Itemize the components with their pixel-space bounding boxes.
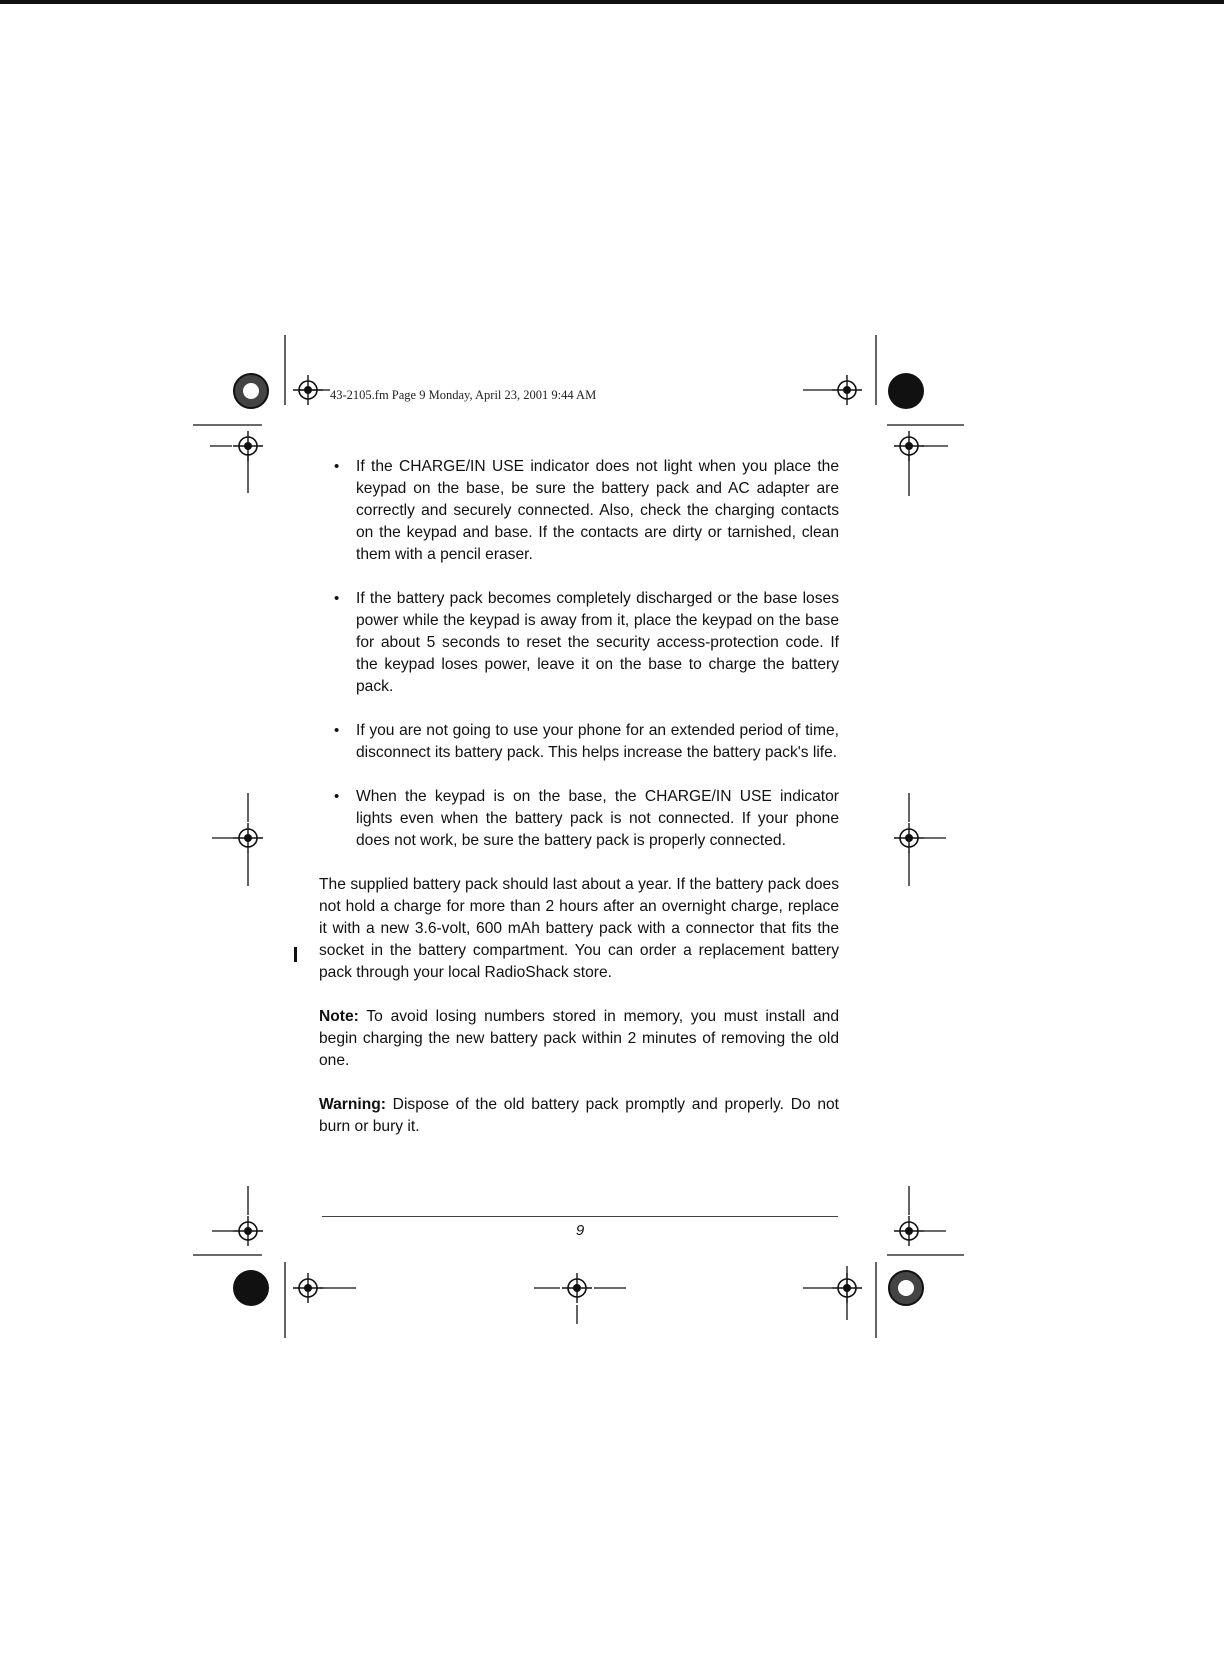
page-number: 9 (575, 1222, 585, 1239)
bullet-text: If the battery pack becomes completely discharged or the base loses power while the keypad is away from it, place the keypad on the base for about 5 seconds to reset the security access-protection code. If the keypad loses power, leave it on the base to charge the battery pack. (356, 590, 839, 695)
warning-label: Warning: (319, 1096, 386, 1113)
note-label: Note: (319, 1008, 359, 1025)
warning-paragraph (319, 1094, 839, 1138)
list-item: • If the battery pack becomes completely discharged or the base loses power while the keypad is away from it, place the keypad on the base for about 5 seconds to reset the security access-protection code. If the keypad loses power, leave it on the base to charge the battery pack. (334, 590, 839, 695)
bullet-text: When the keypad is on the base, the CHARGE/IN USE indicator lights even when the battery pack is not connected. If your phone does not work, be sure the battery pack is properly connected. (356, 788, 839, 849)
footer-rule (322, 1216, 838, 1217)
page-body (319, 456, 839, 1160)
change-bar (294, 947, 297, 962)
warning-text: Dispose of the old battery pack promptly and properly. Do not burn or bury it. (319, 1096, 839, 1135)
note-paragraph (319, 1006, 839, 1072)
tips-list (319, 456, 839, 852)
note-text: To avoid losing numbers stored in memory, you must install and begin charging the new battery pack within 2 minutes of removing the old one. (319, 1008, 839, 1069)
file-slug: 43-2105.fm Page 9 Monday, April 23, 2001 9:44 AM (330, 388, 597, 402)
list-item: • If you are not going to use your phone for an extended period of time, disconnect its battery pack. This helps increase the battery pack's life. (334, 722, 839, 761)
list-item: • When the keypad is on the base, the CHARGE/IN USE indicator lights even when the battery pack is not connected. If your phone does not work, be sure the battery pack is properly connected. (334, 788, 839, 849)
battery-life-paragraph: The supplied battery pack should last about a year. If the battery pack does not hold a charge for more than 2 hours after an overnight charge, replace it with a new 3.6-volt, 600 mAh battery pack with a connector that fits the socket in the battery compartment. You can order a replacement battery pack through your local RadioShack store. (319, 876, 839, 981)
bullet-text: If the CHARGE/IN USE indicator does not light when you place the keypad on the base, be sure the battery pack and AC adapter are correctly and securely connected. Also, check the charging contacts on the keypad and base. If the contacts are dirty or tarnished, clean them with a pencil eraser. (356, 458, 839, 563)
bullet-text: If you are not going to use your phone for an extended period of time, disconnect its battery pack. This helps increase the battery pack's life. (356, 722, 839, 761)
list-item: • If the CHARGE/IN USE indicator does not light when you place the keypad on the base, be sure the battery pack and AC adapter are correctly and securely connected. Also, check the charging contacts on the keypad and base. If the contacts are dirty or tarnished, clean them with a pencil eraser. (334, 458, 839, 563)
